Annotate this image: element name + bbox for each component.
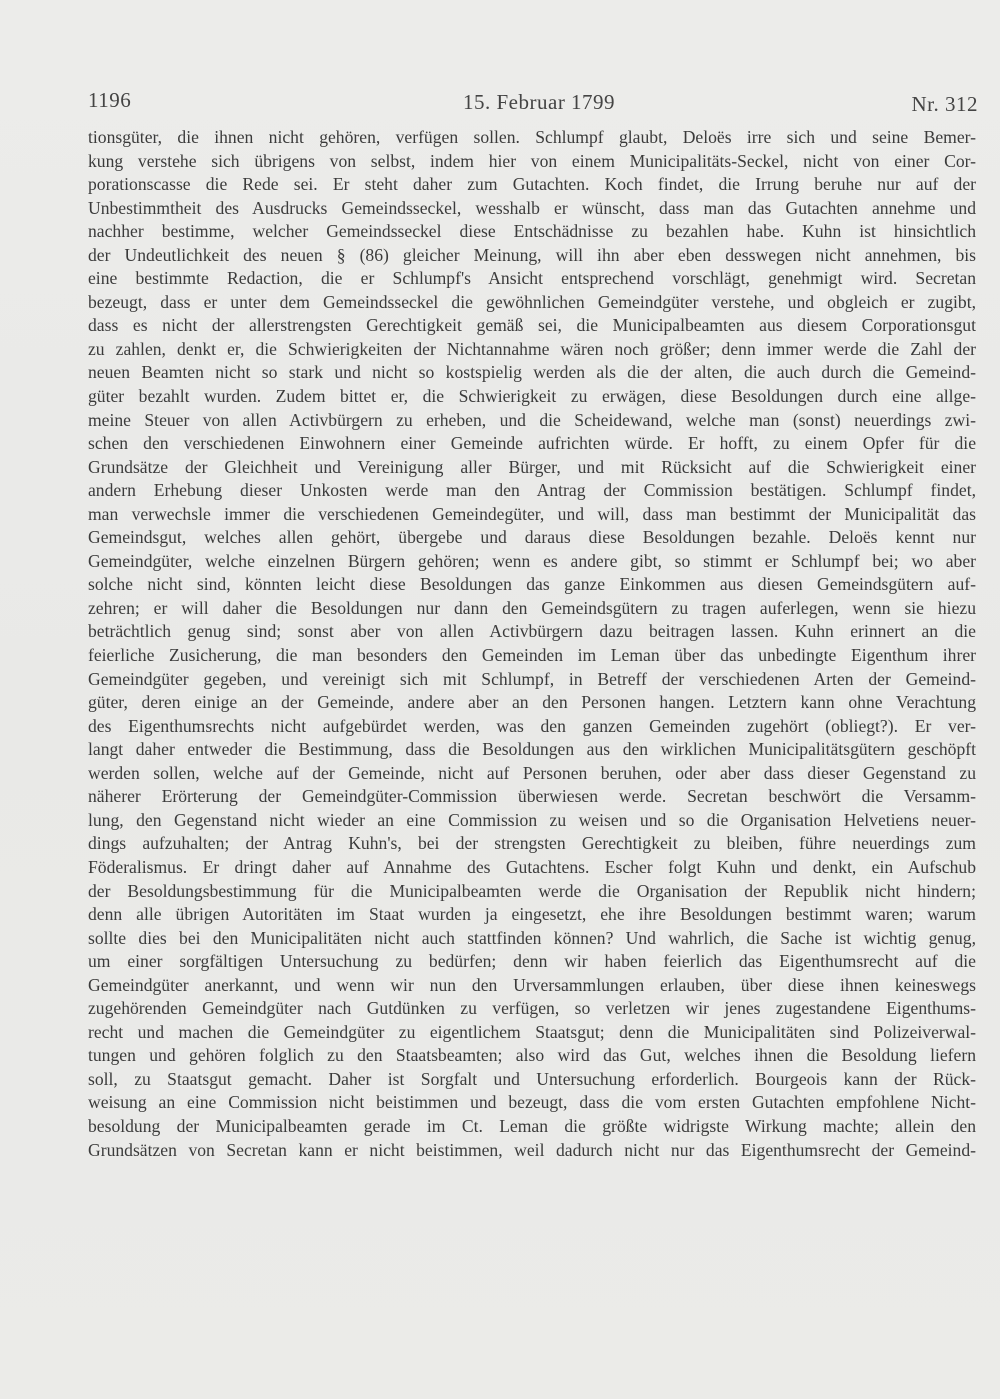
text-line: eine bestimmte Redaction, die er Schlumpf's Ansicht entsprechend vorschlägt, genehmigt wird. Secretan [88,268,976,289]
text-line: bezeugt, dass er unter dem Gemeindsseckel die gewöhnlichen Gemeindgüter verstehe, und obgleich er zugibt, [88,291,976,312]
text-line: zugehörenden Gemeindgüter nach Gutdünken zu verfügen, so verletzen wir jenes zugestandene Eigenthums- [88,998,976,1019]
text-line: güter, deren einige an der Gemeinde, andere aber an den Personen hangen. Letztern kann ohne Verachtung [88,692,976,713]
text-line: zu zahlen, denkt er, die Schwierigkeiten der Nichtannahme wären noch größer; denn immer werde die Zahl der [88,338,976,359]
text-line: werden sollen, welche auf der Gemeinde, nicht auf Personen beruhen, oder aber dass dieser Gegenstand zu [88,762,976,783]
text-line: man verwechsle immer die verschiedenen Gemeindegüter, und will, dass man bestimmt der Municipalität das [88,503,976,524]
body-text [88,126,976,1162]
text-line: kung verstehe sich übrigens von selbst, indem hier von einem Municipalitäts-Seckel, nicht von einer Cor- [88,150,976,171]
text-line: der Undeutlichkeit des neuen § (86) gleicher Meinung, will ihn aber eben desswegen nicht annehmen, bis [88,244,976,265]
text-line: soll, zu Staatsgut gemacht. Daher ist Sorgfalt und Untersuchung erforderlich. Bourgeois kann der Rück- [88,1068,976,1089]
text-line: neuen Beamten nicht so stark und nicht so kostspielig werden als die der alten, die auch durch die Gemeind- [88,362,976,383]
text-line: porationscasse die Rede sei. Er steht daher zum Gutachten. Koch findet, die Irrung beruhe nur auf der [88,174,976,195]
text-line: tungen und gehören folglich zu den Staatsbeamten; also wird das Gut, welches ihnen die Besoldung liefern [88,1045,976,1066]
text-line: Gemeindsgut, welches allen gehört, übergebe und daraus diese Besoldungen bezahle. Deloës kennt nur [88,527,976,548]
text-line: Grundsätzen von Secretan kann er nicht beistimmen, weil dadurch nicht nur das Eigenthumsrecht der Gemeind- [88,1139,976,1160]
text-line: dass es nicht der allerstrengsten Gerechtigkeit gemäß sei, die Municipalbeamten aus diesem Corporationsgut [88,315,976,336]
text-line: näherer Erörterung der Gemeindgüter-Commission überwiesen werde. Secretan beschwört die Versamm- [88,786,976,807]
text-line: nachher bestimme, welcher Gemeindsseckel diese Entschädnisse zu bezahlen habe. Kuhn ist hinsichtlich [88,221,976,242]
text-line: Gemeindgüter anerkannt, und wenn wir nun den Urversammlungen erlauben, über diese ihnen keineswegs [88,974,976,995]
text-line: Gemeindgüter gegeben, und vereinigt sich mit Schlumpf, in Betreff der verschiedenen Arten der Gemeind- [88,668,976,689]
text-line: langt daher entweder die Bestimmung, dass die Besoldungen aus den wirklichen Municipalitätsgütern geschöpft [88,739,976,760]
text-line: um einer sorgfältigen Untersuchung zu bedürfen; denn wir haben feierlich das Eigenthumsrecht auf die [88,951,976,972]
text-line: des Eigenthumsrechts nicht aufgebürdet werden, was den ganzen Gemeinden zugehört (obliegt?). Er ver- [88,715,976,736]
text-line: meine Steuer von allen Activbürgern zu erheben, und die Scheidewand, welche man (sonst) neuerdings zwi- [88,409,976,430]
document-number: Nr. 312 [911,92,978,116]
header-date: 15. Februar 1799 [463,90,616,114]
text-line: schen den verschiedenen Einwohnern einer Gemeinde aufrichten würde. Er hofft, zu einem Opfer für die [88,433,976,454]
text-line: Grundsätze der Gleichheit und Vereinigung aller Bürger, und mit Rücksicht auf die Schwierigkeit einer [88,456,976,477]
text-line: andern Erhebung dieser Unkosten werde man den Antrag der Commission bestätigen. Schlumpf findet, [88,480,976,501]
text-line: denn alle übrigen Autoritäten im Staat wurden ja eingesetzt, ehe ihre Besoldungen bestimmt waren; warum [88,904,976,925]
text-line: solche nicht sind, könnten leicht diese Besoldungen das ganze Einkommen aus diesen Gemeindsgütern auf- [88,574,976,595]
text-line: Gemeindgüter, welche einzelnen Bürgern gehören; wenn es andere gibt, so stimmt er Schlumpf bei; wo aber [88,550,976,571]
page-number: 1196 [88,88,132,112]
text-line: dings aufzuhalten; der Antrag Kuhn's, bei der strengsten Gerechtigkeit zu bleiben, führe neuerdings zum [88,833,976,854]
text-line: lung, den Gegenstand nicht wieder an eine Commission zu weisen und so die Organisation Helvetiens neuer- [88,809,976,830]
text-line: güter bezahlt wurden. Zudem bittet er, die Schwierigkeit zu erwägen, diese Besoldungen durch eine allge- [88,386,976,407]
text-line: besoldung der Municipalbeamten gerade im Ct. Leman die größte widrigste Wirkung machte; allein den [88,1115,976,1136]
text-line: tionsgüter, die ihnen nicht gehören, verfügen sollen. Schlumpf glaubt, Deloës irre sich und seine Bemer- [88,127,976,147]
text-line: weisung an eine Commission nicht beistimmen und bezeugt, dass die vom ersten Gutachten empfohlene Nicht- [88,1092,976,1113]
text-line: recht und machen die Gemeindgüter zu eigentlichem Staatsgut; denn die Municipalitäten sind Polizeiverwal- [88,1021,976,1042]
text-line: der Besoldungsbestimmung für die Municipalbeamten werde die Organisation der Republik nicht hindern; [88,880,976,901]
text-line: sollte dies bei den Municipalitäten nicht auch stattfinden können? Und wahrlich, die Sache ist wichtig genug, [88,927,976,948]
page-header [88,88,978,118]
text-line: zehren; er will daher die Besoldungen nur dann den Gemeindsgütern zu tragen auferlegen, wenn sie hiezu [88,597,976,618]
text-line: Unbestimmtheit des Ausdrucks Gemeindsseckel, wesshalb er wünscht, dass man das Gutachten annehme und [88,197,976,218]
text-line: feierliche Zusicherung, die man besonders den Gemeinden im Leman über das unbedingte Eigenthum ihrer [88,645,976,666]
text-line: beträchtlich genug sind; sonst aber von allen Activbürgern dazu beitragen lassen. Kuhn erinnert an die [88,621,976,642]
text-line: Föderalismus. Er dringt daher auf Annahme des Gutachtens. Escher folgt Kuhn und denkt, ein Aufschub [88,856,976,877]
